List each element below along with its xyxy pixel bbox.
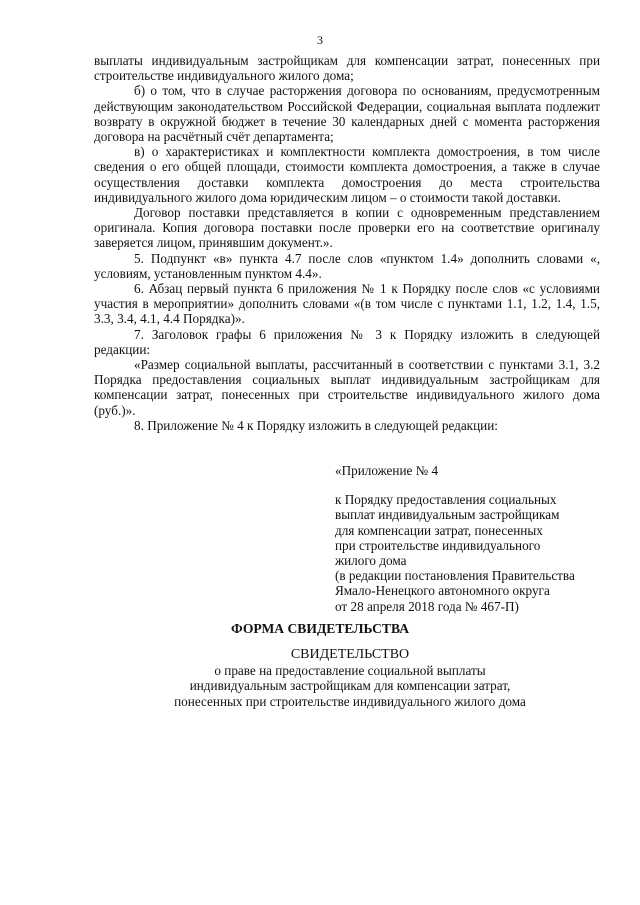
paragraph: 8. Приложение № 4 к Порядку изложить в следующей редакции: (134, 417, 498, 433)
appendix-line: от 28 апреля 2018 года № 467-П) (335, 598, 519, 614)
paragraph: 5. Подпункт «в» пункта 4.7 после слов «пунктом 1.4» дополнить словами «, условиям, установленным пунктом 4.4». (94, 250, 600, 281)
certificate-header (120, 647, 580, 709)
paragraph: Договор поставки представляется в копии с одновременным представлением оригинала. Копия договора поставки после проверки его на соответствие оригиналу заверяется лицом, принявшим документ.». (94, 205, 600, 251)
certificate-subtitle-line: понесенных при строительстве индивидуального жилого дома (174, 693, 526, 709)
appendix-line: выплат индивидуальным застройщикам (335, 507, 560, 523)
document-body (94, 53, 600, 433)
certificate-subtitle-line: о праве на предоставление социальной выплаты (214, 663, 486, 679)
certificate-subtitle-line: индивидуальным застройщикам для компенсации затрат, (189, 678, 511, 694)
paragraph: «Размер социальной выплаты, рассчитанный в соответствии с пунктами 3.1, 3.2 Порядка предоставления социальных выплат индивидуальным застройщикам для компенсации затрат, понесенных при строительстве индивидуального жилого дома (руб.)». (94, 357, 600, 418)
appendix-line: (в редакции постановления Правительства (335, 568, 575, 584)
paragraph: 7. Заголовок графы 6 приложения № 3 к Порядку изложить в следующей редакции: (94, 326, 600, 357)
appendix-line: к Порядку предоставления социальных (335, 492, 557, 508)
page-number: 3 (317, 33, 323, 47)
appendix-line: жилого дома (335, 553, 407, 569)
paragraph: 6. Абзац первый пункта 6 приложения № 1 к Порядку после слов «с условиями участия в мероприятии» дополнить словами «(в том числе с пунктами 1.1, 1.2, 1.4, 1.5, 3.3, 3.4, 4.1, 4.4 Порядка)». (94, 281, 600, 327)
spacer (335, 478, 605, 492)
appendix-title: «Приложение № 4 (335, 463, 439, 478)
appendix-block (335, 463, 605, 614)
paragraph: выплаты индивидуальным застройщикам для компенсации затрат, понесенных при строительстве индивидуального жилого дома; (94, 53, 600, 84)
paragraph: б) о том, что в случае расторжения договора по основаниям, предусмотренным действующим законодательством Российской Федерации, социальная выплата подлежит возврату в окружной бюджет в течение 30 календарных дней с момента расторжения договора на расчётный счёт департамента; (94, 83, 600, 145)
appendix-line: для компенсации затрат, понесенных (335, 522, 543, 538)
paragraph: в) о характеристиках и комплектности комплекта домостроения, в том числе сведения о его общей площади, стоимости комплекта домостроения, а также в случае осуществления доставки комплекта домостроения до места строительства индивидуального жилого дома юридическим лицом – о стоимости такой доставки. (94, 144, 600, 205)
certificate-heading: СВИДЕТЕЛЬСТВО (290, 647, 410, 662)
appendix-line: Ямало-Ненецкого автономного округа (335, 583, 550, 599)
form-title: ФОРМА СВИДЕТЕЛЬСТВА (230, 621, 410, 636)
appendix-line: при строительстве индивидуального (335, 537, 541, 553)
